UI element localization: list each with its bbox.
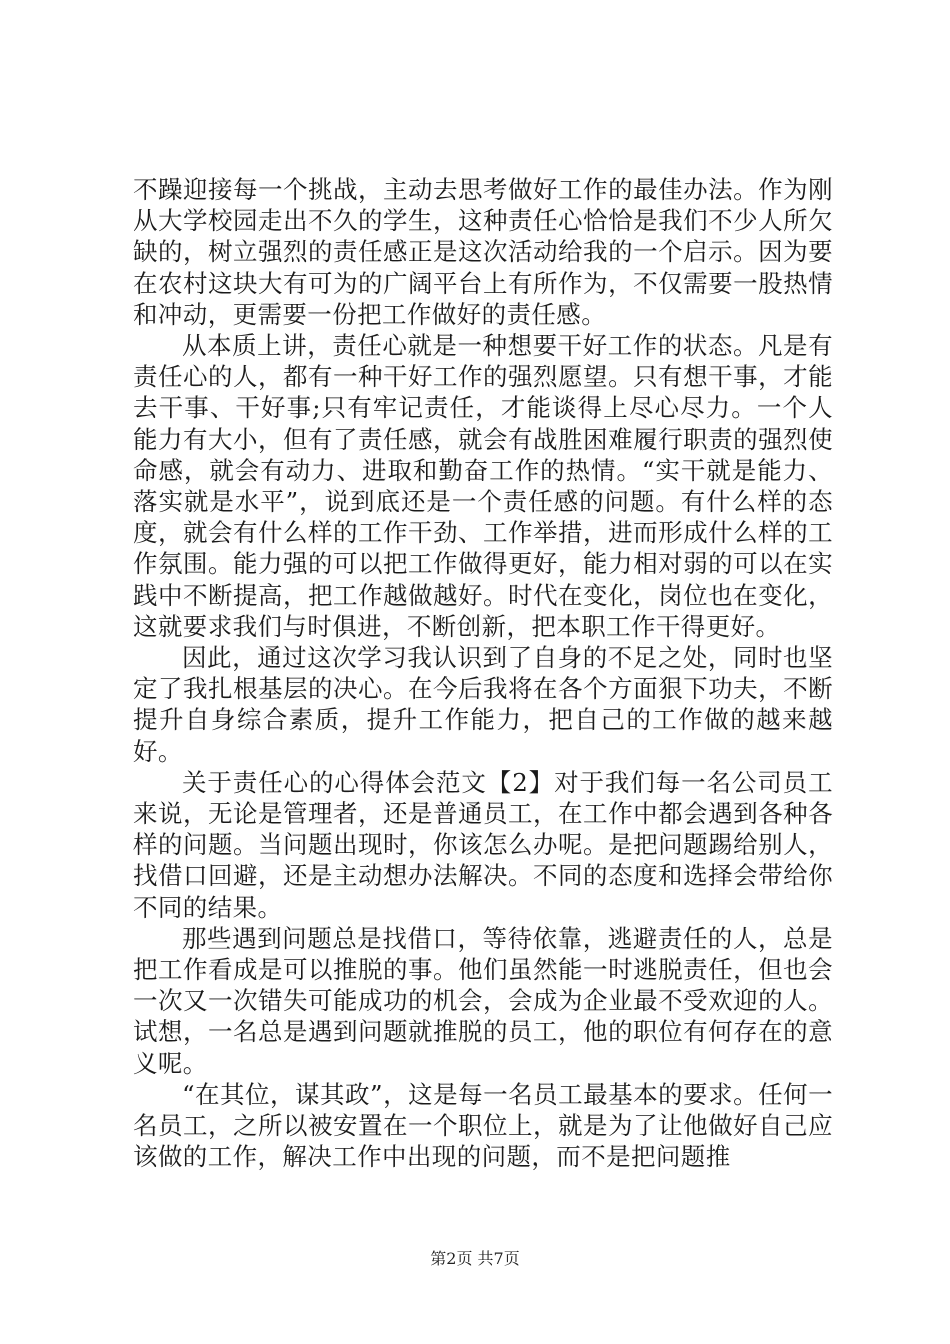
- paragraph-continuation: 不躁迎接每一个挑战，主动去思考做好工作的最佳办法。作为刚从大学校园走出不久的学生，这种责任心恰恰是我们不少人所欠缺的，树立强烈的责任感正是这次活动给我的一个启示。因为要在农村这块大有可为的广阔平台上有所作为，不仅需要一股热情和冲动，更需要一份把工作做好的责任感。: [133, 175, 833, 329]
- paragraph: 从本质上讲，责任心就是一种想要干好工作的状态。凡是有责任心的人，都有一种干好工作的强烈愿望。只有想干事，才能去干事、干好事;只有牢记责任，才能谈得上尽心尽力。一个人能力有大小，但有了责任感，就会有战胜困难履行职责的强烈使命感，就会有动力、进取和勤奋工作的热情。“实干就是能力、落实就是水平”，说到底还是一个责任感的问题。有什么样的态度，就会有什么样的工作干劲、工作举措，进而形成什么样的工作氛围。能力强的可以把工作做得更好，能力相对弱的可以在实践中不断提高，把工作越做越好。时代在变化，岗位也在变化，这就要求我们与时俱进，不断创新，把本职工作干得更好。: [133, 331, 833, 641]
- paragraph: “在其位，谋其政”，这是每一名员工最基本的要求。任何一名员工，之所以被安置在一个职位上，就是为了让他做好自己应该做的工作，解决工作中出现的问题，而不是把问题推: [133, 1079, 833, 1172]
- paragraph-section-heading: 关于责任心的心得体会范文【2】对于我们每一名公司员工来说，无论是管理者，还是普通员工，在工作中都会遇到各种各样的问题。当问题出现时，你该怎么办呢。是把问题踢给别人，找借口回避，还是主动想办法解决。不同的态度和选择会带给你不同的结果。: [133, 767, 833, 922]
- paragraph: 那些遇到问题总是找借口，等待依靠，逃避责任的人，总是把工作看成是可以推脱的事。他们虽然能一时逃脱责任，但也会一次又一次错失可能成功的机会，会成为企业最不受欢迎的人。试想，一名总是遇到问题就推脱的员工，他的职位有何存在的意义呢。: [133, 923, 833, 1078]
- page-footer: 第2页 共7页: [430, 1249, 520, 1268]
- paragraph: 因此，通过这次学习我认识到了自身的不足之处，同时也坚定了我扎根基层的决心。在今后我将在各个方面狠下功夫，不断提升自身综合素质，提升工作能力，把自己的工作做的越来越好。: [133, 643, 833, 766]
- body-text: [133, 174, 833, 1173]
